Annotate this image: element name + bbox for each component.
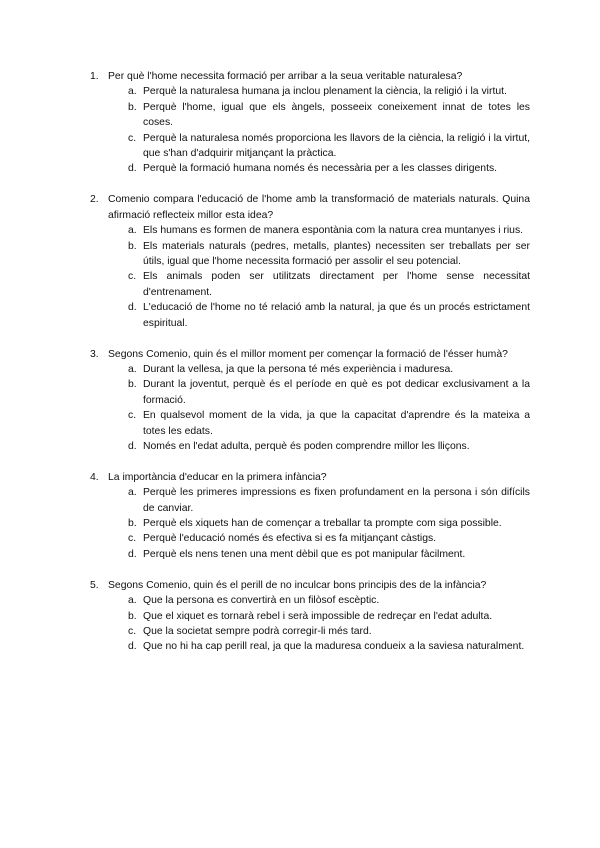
answer-options	[108, 84, 530, 176]
option-text: Els animals poden ser utilitzats directament per l'home sense necessitat d'entrenament.	[143, 271, 530, 298]
option-letter: a.	[128, 225, 137, 237]
question-number: 4.	[90, 471, 99, 483]
option-letter: b.	[128, 240, 137, 252]
question-text: Segons Comenio, quin és el millor moment per començar la formació de l'ésser humà?	[108, 348, 508, 360]
question-2	[90, 192, 530, 331]
question-number: 2.	[90, 194, 99, 206]
answer-option-c	[108, 408, 530, 439]
option-text: Perquè els xiquets han de començar a treballar ta prompte com siga possible.	[143, 518, 502, 530]
answer-option-a	[108, 84, 530, 99]
option-letter: d.	[128, 548, 137, 560]
option-text: Perquè les primeres impressions es fixen profundament en la persona i són difícils de canviar.	[143, 487, 530, 514]
option-text: Durant la joventut, perquè és el període en què es pot dedicar exclusivament a la formació.	[143, 379, 530, 406]
question-text: Segons Comenio, quin és el perill de no inculcar bons principis des de la infància?	[108, 579, 487, 591]
option-letter: d.	[128, 163, 137, 175]
answer-option-d	[108, 547, 530, 562]
question-number: 1.	[90, 71, 99, 82]
option-letter: a.	[128, 595, 137, 607]
answer-option-c	[108, 531, 530, 546]
answer-option-a	[108, 593, 530, 608]
answer-option-b	[108, 516, 530, 531]
option-letter: d.	[128, 440, 137, 452]
answer-option-c	[108, 624, 530, 639]
question-number: 5.	[90, 579, 99, 591]
question-1	[90, 69, 530, 177]
option-letter: c.	[128, 271, 137, 283]
option-text: Que la societat sempre podrà corregir-li més tard.	[143, 626, 372, 637]
question-number: 3.	[90, 348, 99, 360]
option-letter: b.	[128, 101, 137, 113]
answer-option-a	[108, 362, 530, 377]
answer-options	[108, 593, 530, 655]
answer-option-b	[108, 609, 530, 624]
answer-option-a	[108, 223, 530, 238]
answer-options	[108, 362, 530, 454]
option-text: Perquè la formació humana només és necessària per a les classes dirigents.	[143, 163, 498, 175]
option-letter: c.	[128, 533, 137, 545]
option-text: En qualsevol moment de la vida, ja que la capacitat d'aprendre és la mateixa a totes les edats.	[143, 410, 530, 437]
option-letter: d.	[128, 641, 137, 653]
answer-option-c	[108, 131, 530, 162]
answer-option-d	[108, 161, 530, 176]
option-text: Perquè l'educació només és efectiva si es fa mitjançant càstigs.	[143, 533, 437, 545]
quiz-questions	[90, 69, 530, 670]
answer-option-d	[108, 300, 530, 331]
option-text: Durant la vellesa, ja que la persona té més experiència i maduresa.	[143, 363, 454, 375]
answer-option-b	[108, 100, 530, 131]
question-4	[90, 470, 530, 562]
option-letter: b.	[128, 610, 137, 622]
answer-option-c	[108, 269, 530, 300]
option-letter: b.	[128, 518, 137, 530]
option-text: Que el xiquet es tornarà rebel i serà impossible de redreçar en l'edat adulta.	[143, 610, 493, 622]
option-letter: b.	[128, 379, 137, 391]
option-text: L'educació de l'home no té relació amb la natural, ja que és un procés estrictament espiritual.	[143, 302, 530, 329]
option-text: Perquè l'home, igual que els àngels, posseeix coneixement innat de totes les coses.	[143, 101, 530, 129]
answer-option-a	[108, 485, 530, 516]
answer-options	[108, 485, 530, 562]
answer-option-b	[108, 239, 530, 270]
option-text: Que no hi ha cap perill real, ja que la maduresa condueix a la saviesa naturalment.	[143, 641, 525, 653]
option-text: Que la persona es convertirà en un filòsof escèptic.	[143, 595, 380, 607]
option-letter: c.	[128, 626, 137, 637]
option-letter: c.	[128, 132, 137, 144]
option-text: Perquè els nens tenen una ment dèbil que es pot manipular fàcilment.	[143, 548, 466, 560]
question-5	[90, 578, 530, 655]
option-text: Perquè la naturalesa humana ja inclou plenament la ciència, la religió i la virtut.	[143, 86, 507, 98]
answer-options	[108, 223, 530, 331]
answer-option-d	[108, 639, 530, 654]
answer-option-d	[108, 439, 530, 454]
option-letter: c.	[128, 410, 137, 422]
question-text: Comenio compara l'educació de l'home amb la transformació de materials naturals. Quina afirmació reflecteix millor esta idea?	[108, 194, 530, 221]
option-text: Només en l'edat adulta, perquè és poden comprendre millor les lliçons.	[143, 440, 470, 452]
option-letter: d.	[128, 302, 137, 314]
question-3	[90, 347, 530, 455]
question-text: La importància d'educar en la primera infància?	[108, 471, 327, 483]
question-text: Per què l'home necessita formació per arribar a la seua veritable naturalesa?	[108, 71, 463, 82]
option-text: Els materials naturals (pedres, metalls, plantes) necessiten ser treballats per ser útils, igual que l'home necessita formació per assolir el seu potencial.	[143, 240, 530, 267]
option-letter: a.	[128, 86, 137, 98]
option-text: Els humans es formen de manera espontània com la natura crea muntanyes i rius.	[143, 225, 524, 237]
option-text: Perquè la naturalesa només proporciona les llavors de la ciència, la religió i la virtut, que s'han d'adquirir mitjançant la pràctica.	[143, 132, 530, 160]
option-letter: a.	[128, 487, 137, 499]
option-letter: a.	[128, 363, 137, 375]
answer-option-b	[108, 377, 530, 408]
